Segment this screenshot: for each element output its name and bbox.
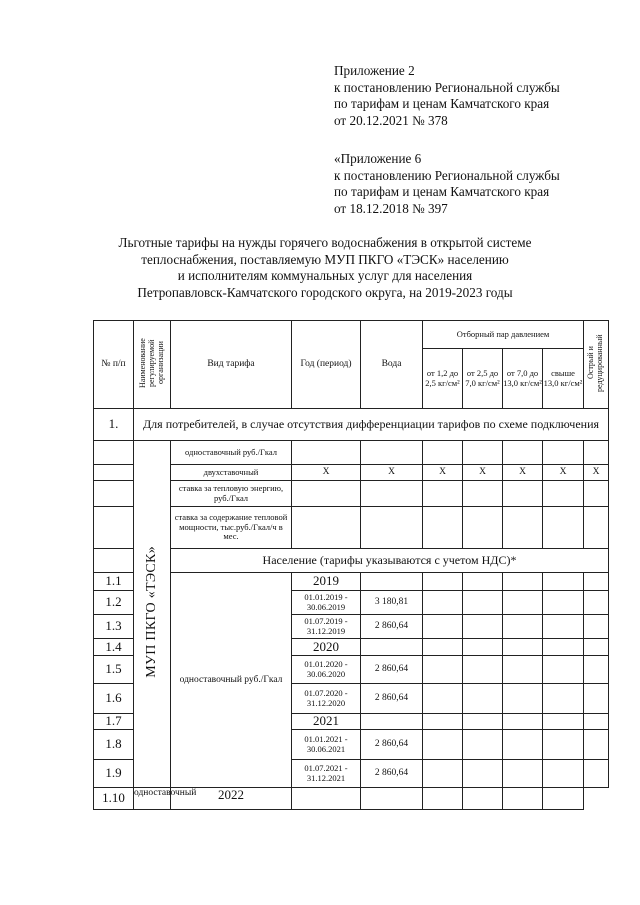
cell	[584, 615, 609, 639]
x-mark: X	[361, 465, 423, 481]
cell	[463, 591, 503, 615]
appendix-6-header	[334, 151, 560, 217]
cell	[543, 573, 584, 591]
org-cell	[134, 441, 171, 788]
rate-capacity-row	[94, 507, 609, 549]
cell	[503, 684, 543, 714]
tariff-one-part: одноставочный руб./Гкал	[171, 441, 292, 465]
document-title	[60, 235, 590, 301]
table-row	[94, 573, 609, 591]
cell	[423, 615, 463, 639]
cell	[463, 639, 503, 656]
cell	[463, 481, 503, 507]
cell	[503, 441, 543, 465]
rate-energy: ставка за тепловую энергию, руб./Гкал	[171, 481, 292, 507]
cell	[503, 615, 543, 639]
cell	[543, 639, 584, 656]
cell	[423, 788, 463, 810]
cell	[584, 591, 609, 615]
cell	[543, 684, 584, 714]
row-value	[361, 714, 423, 730]
row-value: 2 860,64	[361, 760, 423, 788]
tariff-two-part: двухставочный	[171, 465, 292, 481]
header-tariff-type: Вид тарифа	[171, 321, 292, 409]
cell	[423, 441, 463, 465]
cell	[543, 507, 584, 549]
cell	[463, 684, 503, 714]
one-part-row	[94, 441, 609, 465]
x-mark: X	[292, 465, 361, 481]
cell	[584, 684, 609, 714]
row-num: 1.9	[94, 760, 134, 788]
header-water: Вода	[361, 321, 423, 409]
appendix-2-line-1: Приложение 2	[334, 63, 415, 78]
cell	[94, 465, 134, 481]
x-mark: X	[423, 465, 463, 481]
cell	[94, 441, 134, 465]
cell	[423, 481, 463, 507]
row-period: 01.01.2019 - 30.06.2019	[292, 591, 361, 615]
cell	[503, 639, 543, 656]
cell	[584, 507, 609, 549]
appendix-6-line-3: по тарифам и ценам Камчатского края	[334, 184, 550, 199]
row-value: 3 180,81	[361, 591, 423, 615]
header-p3: от 7,0 до 13,0 кг/см²	[503, 349, 543, 409]
row-num: 1.7	[94, 714, 134, 730]
cell	[463, 788, 503, 810]
header-p4: свыше 13,0 кг/см²	[543, 349, 584, 409]
tariff-table	[93, 320, 609, 810]
cell	[503, 507, 543, 549]
row-value	[292, 788, 361, 810]
org-name: МУП ПКГО «ТЭСК»	[144, 545, 160, 678]
cell	[543, 760, 584, 788]
cell	[584, 714, 609, 730]
cell	[503, 788, 543, 810]
header-sharp-label: Острый и редуцированный	[586, 334, 605, 392]
cell	[543, 615, 584, 639]
tariff-table-frame	[93, 320, 608, 824]
row-num: 1.8	[94, 730, 134, 760]
title-line-3: и исполнителям коммунальных услуг для населения	[177, 268, 473, 284]
cell	[423, 639, 463, 656]
header-sharp	[584, 321, 609, 409]
cell	[463, 573, 503, 591]
cell	[361, 788, 423, 810]
cell	[503, 714, 543, 730]
header-p1: от 1,2 до 2,5 кг/см²	[423, 349, 463, 409]
row-num: 1.3	[94, 615, 134, 639]
cell	[463, 615, 503, 639]
appendix-2-line-3: по тарифам и ценам Камчатского края	[334, 96, 550, 111]
header-org-label: Наименование регулируемой организации	[137, 338, 165, 389]
last-tariff: одноставочный	[134, 788, 171, 810]
population-row	[94, 549, 609, 573]
appendix-2-line-2: к постановлению Региональной службы	[334, 79, 560, 95]
row-value: 2 860,64	[361, 684, 423, 714]
cell	[423, 656, 463, 684]
tariff-one-part-population: одноставочный руб./Гкал	[171, 573, 292, 788]
cell	[423, 507, 463, 549]
cell	[423, 714, 463, 730]
row-num: 1.2	[94, 591, 134, 615]
section-1-row	[94, 409, 609, 441]
cell	[463, 441, 503, 465]
cell	[503, 656, 543, 684]
cell	[543, 441, 584, 465]
row-num: 1.6	[94, 684, 134, 714]
appendix-6-line-2: к постановлению Региональной службы	[334, 167, 560, 183]
section-1-num: 1.	[94, 409, 134, 441]
cell	[503, 481, 543, 507]
cell	[423, 591, 463, 615]
cell	[463, 656, 503, 684]
cell	[463, 730, 503, 760]
x-mark: X	[543, 465, 584, 481]
title-line-1: Льготные тарифы на нужды горячего водоснабжения в открытой системе	[118, 235, 532, 250]
cell	[292, 441, 361, 465]
cell	[543, 481, 584, 507]
table-row	[94, 788, 609, 810]
x-mark: X	[584, 465, 609, 481]
cell	[94, 507, 134, 549]
cell	[463, 714, 503, 730]
title-line-4: Петропавловск-Камчатского городского округа, на 2019-2023 годы	[137, 284, 513, 300]
header-year: Год (период)	[292, 321, 361, 409]
cell	[361, 441, 423, 465]
cell	[423, 760, 463, 788]
row-value	[361, 639, 423, 656]
cell	[503, 760, 543, 788]
two-part-row	[94, 465, 609, 481]
cell	[423, 730, 463, 760]
row-value: 2 860,64	[361, 615, 423, 639]
appendix-6-line-4: от 18.12.2018 № 397	[334, 200, 448, 216]
rate-capacity: ставка за содержание тепловой мощности, тыс.руб./Гкал/ч в мес.	[171, 507, 292, 549]
row-num: 1.10	[94, 788, 134, 810]
cell	[94, 481, 134, 507]
cell	[94, 549, 134, 573]
appendix-6-line-1: «Приложение 6	[334, 151, 422, 166]
cell	[543, 714, 584, 730]
cell	[584, 573, 609, 591]
cell	[584, 481, 609, 507]
cell	[543, 730, 584, 760]
population-label: Население (тарифы указываются с учетом НДС)*	[171, 549, 609, 573]
row-period: 2019	[292, 573, 361, 591]
cell	[543, 656, 584, 684]
appendix-2-header	[334, 63, 560, 129]
title-line-2: теплоснабжения, поставляемую МУП ПКГО «ТЭСК» населению	[141, 251, 509, 267]
cell	[361, 481, 423, 507]
header-row-1	[94, 321, 609, 349]
cell	[584, 730, 609, 760]
appendix-2-line-4: от 20.12.2021 № 378	[334, 112, 448, 128]
cell	[292, 481, 361, 507]
cell	[543, 788, 584, 810]
cell	[361, 507, 423, 549]
row-num: 1.1	[94, 573, 134, 591]
row-period: 01.07.2020 - 31.12.2020	[292, 684, 361, 714]
row-period: 2020	[292, 639, 361, 656]
row-period: 01.07.2019 - 31.12.2019	[292, 615, 361, 639]
cell	[543, 591, 584, 615]
x-mark: X	[503, 465, 543, 481]
cell	[463, 507, 503, 549]
header-p2: от 2,5 до 7,0 кг/см²	[463, 349, 503, 409]
x-mark: X	[463, 465, 503, 481]
cell	[584, 760, 609, 788]
header-steam: Отборный пар давлением	[423, 321, 584, 349]
row-period: 2021	[292, 714, 361, 730]
row-period: 2022	[171, 788, 292, 810]
row-value: 2 860,64	[361, 656, 423, 684]
section-1-label: Для потребителей, в случае отсутствия дифференциации тарифов по схеме подключения	[134, 409, 609, 441]
cell	[584, 441, 609, 465]
cell	[503, 591, 543, 615]
rate-energy-row	[94, 481, 609, 507]
cell	[584, 656, 609, 684]
row-period: 01.07.2021 - 31.12.2021	[292, 760, 361, 788]
cell	[292, 507, 361, 549]
header-org	[134, 321, 171, 409]
row-num: 1.5	[94, 656, 134, 684]
row-period: 01.01.2021 - 30.06.2021	[292, 730, 361, 760]
cell	[503, 573, 543, 591]
cell	[463, 760, 503, 788]
row-period: 01.01.2020 - 30.06.2020	[292, 656, 361, 684]
cell	[423, 684, 463, 714]
row-value: 2 860,64	[361, 730, 423, 760]
row-num: 1.4	[94, 639, 134, 656]
cell	[503, 730, 543, 760]
cell	[584, 639, 609, 656]
row-value	[361, 573, 423, 591]
cell	[423, 573, 463, 591]
header-num: № п/п	[94, 321, 134, 409]
